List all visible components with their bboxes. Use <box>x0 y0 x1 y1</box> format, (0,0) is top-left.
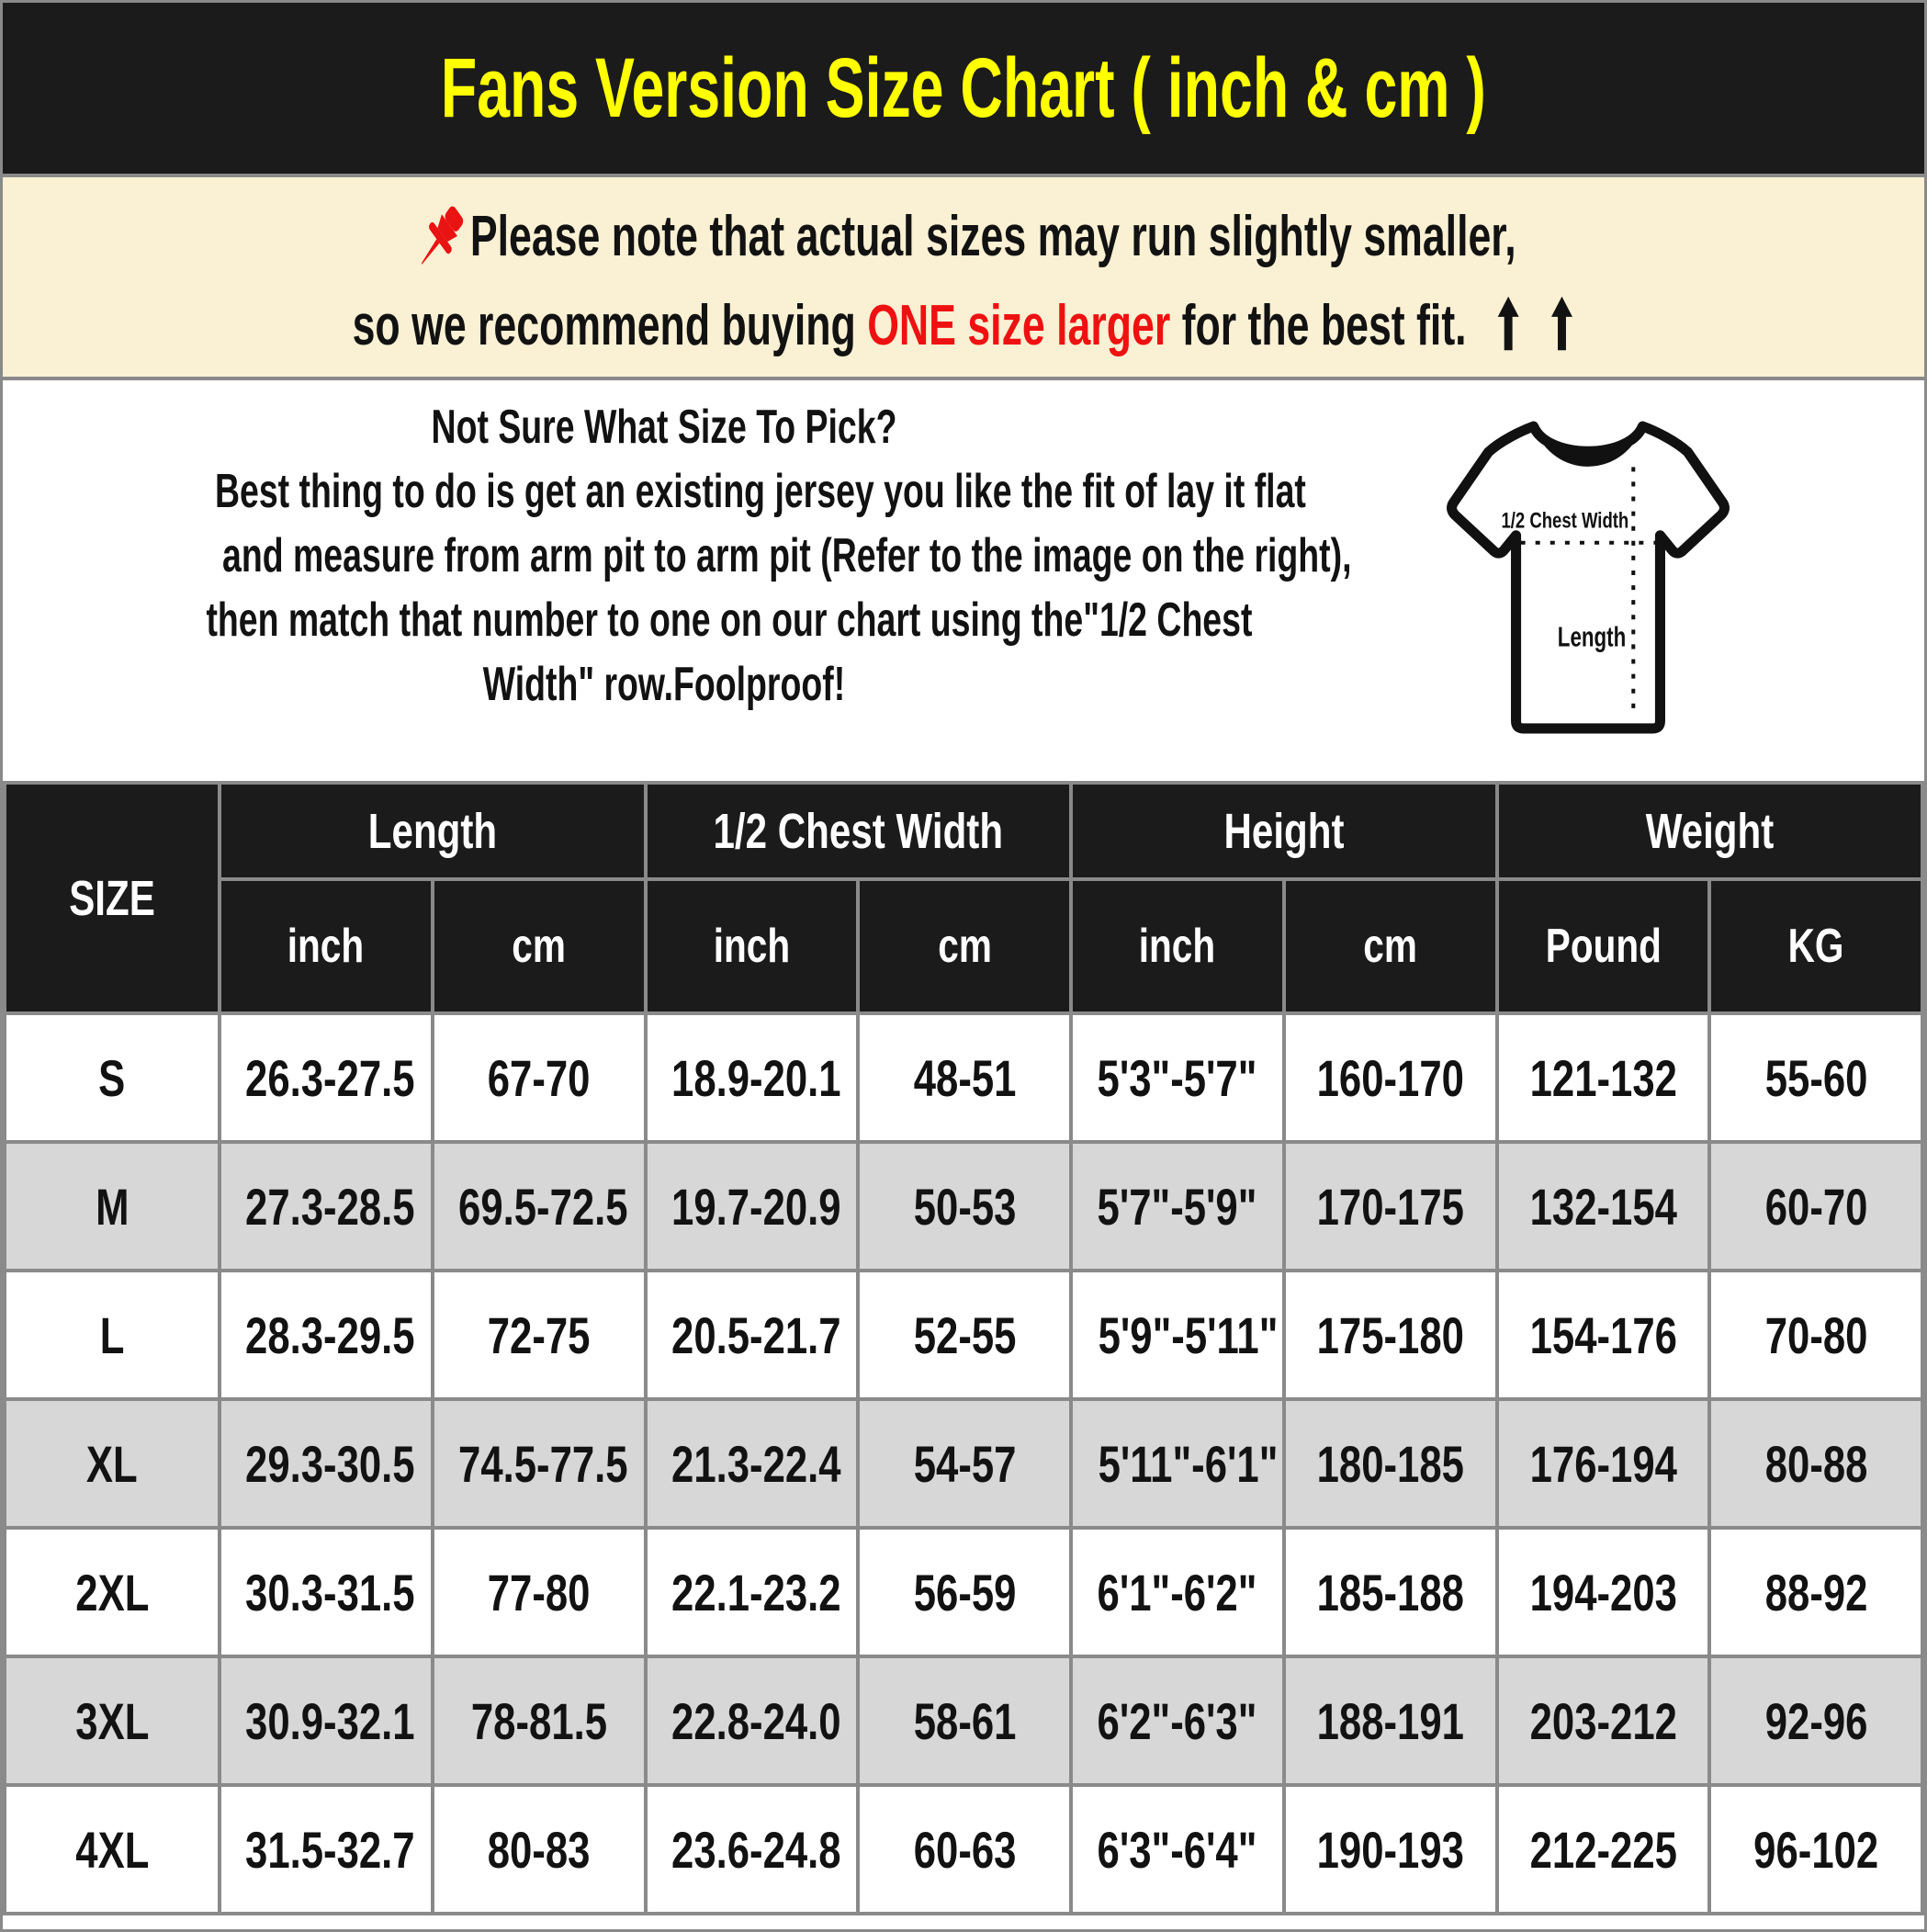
size-cell: 3XL <box>5 1656 220 1785</box>
table-cell: 67-70 <box>433 1013 646 1142</box>
guide-line-3: then match that number to one on our chart using the"1/2 Chest <box>206 593 1253 647</box>
size-cell: S <box>5 1013 220 1142</box>
unit-header-weight-kg: KG <box>1709 879 1922 1013</box>
table-row <box>5 1271 1922 1399</box>
table-cell: 188-191 <box>1284 1656 1497 1785</box>
table-row <box>5 1399 1922 1528</box>
table-cell: 212-225 <box>1497 1785 1710 1914</box>
unit-header-chest-cm: cm <box>858 879 1071 1013</box>
size-cell: 4XL <box>5 1785 220 1914</box>
column-header-length: Length <box>220 783 646 879</box>
size-cell: M <box>5 1142 220 1271</box>
group-header-row <box>5 783 1922 879</box>
column-header-weight: Weight <box>1497 783 1923 879</box>
table-cell: 6'2"-6'3" <box>1071 1656 1284 1785</box>
guide-line-2: and measure from arm pit to arm pit (Refer to the image on the right), <box>222 529 1352 582</box>
table-cell: 96-102 <box>1709 1785 1922 1914</box>
table-cell: 19.7-20.9 <box>646 1142 859 1271</box>
table-cell: 30.3-31.5 <box>220 1528 433 1656</box>
table-cell: 6'3"-6'4" <box>1071 1785 1284 1914</box>
table-cell: 72-75 <box>433 1271 646 1399</box>
up-arrow-icon <box>1497 295 1521 352</box>
unit-header-length-cm: cm <box>433 879 646 1013</box>
table-cell: 29.3-30.5 <box>220 1399 433 1528</box>
size-cell: 2XL <box>5 1528 220 1656</box>
size-table <box>3 781 1924 1915</box>
table-cell: 194-203 <box>1497 1528 1710 1656</box>
unit-header-height-cm: cm <box>1284 879 1497 1013</box>
table-cell: 121-132 <box>1497 1013 1710 1142</box>
title-bar <box>3 3 1924 177</box>
table-cell: 203-212 <box>1497 1656 1710 1785</box>
table-cell: 60-70 <box>1709 1142 1922 1271</box>
table-cell: 21.3-22.4 <box>646 1399 859 1528</box>
table-cell: 58-61 <box>858 1656 1071 1785</box>
table-cell: 52-55 <box>858 1271 1071 1399</box>
table-cell: 69.5-72.5 <box>433 1142 646 1271</box>
table-cell: 92-96 <box>1709 1656 1922 1785</box>
table-cell: 60-63 <box>858 1785 1071 1914</box>
table-cell: 5'7"-5'9" <box>1071 1142 1284 1271</box>
table-cell: 30.9-32.1 <box>220 1656 433 1785</box>
table-row <box>5 1528 1922 1656</box>
size-table-header <box>5 783 1922 1013</box>
table-cell: 160-170 <box>1284 1013 1497 1142</box>
table-cell: 175-180 <box>1284 1271 1497 1399</box>
notice-text-2a: so we recommend buying <box>353 294 868 358</box>
table-cell: 70-80 <box>1709 1271 1922 1399</box>
unit-header-height-inch: inch <box>1071 879 1284 1013</box>
table-cell: 180-185 <box>1284 1399 1497 1528</box>
table-cell: 26.3-27.5 <box>220 1013 433 1142</box>
table-cell: 22.1-23.2 <box>646 1528 859 1656</box>
table-cell: 31.5-32.7 <box>220 1785 433 1914</box>
sizing-guide-text <box>3 395 1352 717</box>
table-cell: 54-57 <box>858 1399 1071 1528</box>
size-table-body <box>5 1013 1922 1914</box>
table-cell: 190-193 <box>1284 1785 1497 1914</box>
table-cell: 6'1"-6'2" <box>1071 1528 1284 1656</box>
table-row <box>5 1013 1922 1142</box>
notice-line-1 <box>3 190 1924 280</box>
up-arrow-icon <box>1550 295 1574 352</box>
table-cell: 5'11"-6'1" <box>1071 1399 1284 1528</box>
table-row <box>5 1785 1922 1914</box>
table-cell: 50-53 <box>858 1142 1071 1271</box>
table-row <box>5 1656 1922 1785</box>
table-cell: 23.6-24.8 <box>646 1785 859 1914</box>
size-cell: L <box>5 1271 220 1399</box>
guide-line-4: Width" row.Foolproof! <box>482 658 846 711</box>
notice-line-2 <box>3 280 1924 370</box>
tshirt-icon <box>1445 413 1731 737</box>
unit-header-row <box>5 879 1922 1013</box>
guide-line-1: Best thing to do is get an existing jersey you like the fit of lay it flat <box>214 465 1306 518</box>
diagram-chest-label: 1/2 Chest Width <box>1501 508 1629 534</box>
table-cell: 154-176 <box>1497 1271 1710 1399</box>
column-header-size: SIZE <box>5 783 220 1013</box>
pushpin-icon <box>411 198 468 279</box>
table-cell: 80-83 <box>433 1785 646 1914</box>
table-cell: 80-88 <box>1709 1399 1922 1528</box>
sizing-guide-section <box>3 380 1924 781</box>
notice-highlight: ONE size larger <box>867 294 1171 358</box>
table-cell: 22.8-24.0 <box>646 1656 859 1785</box>
table-cell: 176-194 <box>1497 1399 1710 1528</box>
unit-header-weight-pound: Pound <box>1497 879 1710 1013</box>
table-cell: 28.3-29.5 <box>220 1271 433 1399</box>
table-cell: 5'9"-5'11" <box>1071 1271 1284 1399</box>
table-cell: 5'3"-5'7" <box>1071 1013 1284 1142</box>
table-cell: 74.5-77.5 <box>433 1399 646 1528</box>
tshirt-measure-diagram <box>1445 413 1731 737</box>
unit-header-length-inch: inch <box>220 879 433 1013</box>
notice-text-1: Please note that actual sizes may run slightly smaller, <box>470 204 1516 268</box>
table-cell: 132-154 <box>1497 1142 1710 1271</box>
notice-banner <box>3 177 1924 380</box>
notice-text-2b: for the best fit. <box>1170 294 1467 358</box>
table-cell: 185-188 <box>1284 1528 1497 1656</box>
table-cell: 55-60 <box>1709 1013 1922 1142</box>
table-row <box>5 1142 1922 1271</box>
column-header-chest-width: 1/2 Chest Width <box>646 783 1072 879</box>
size-cell: XL <box>5 1399 220 1528</box>
table-cell: 78-81.5 <box>433 1656 646 1785</box>
table-cell: 20.5-21.7 <box>646 1271 859 1399</box>
diagram-length-label: Length <box>1557 622 1627 653</box>
table-cell: 27.3-28.5 <box>220 1142 433 1271</box>
table-cell: 88-92 <box>1709 1528 1922 1656</box>
table-cell: 56-59 <box>858 1528 1071 1656</box>
table-cell: 77-80 <box>433 1528 646 1656</box>
unit-header-chest-inch: inch <box>646 879 859 1013</box>
table-cell: 18.9-20.1 <box>646 1013 859 1142</box>
table-cell: 48-51 <box>858 1013 1071 1142</box>
page-title: Fans Version Size Chart ( inch & cm ) <box>440 40 1486 135</box>
table-cell: 170-175 <box>1284 1142 1497 1271</box>
guide-heading: Not Sure What Size To Pick? <box>431 401 897 454</box>
column-header-height: Height <box>1071 783 1497 879</box>
